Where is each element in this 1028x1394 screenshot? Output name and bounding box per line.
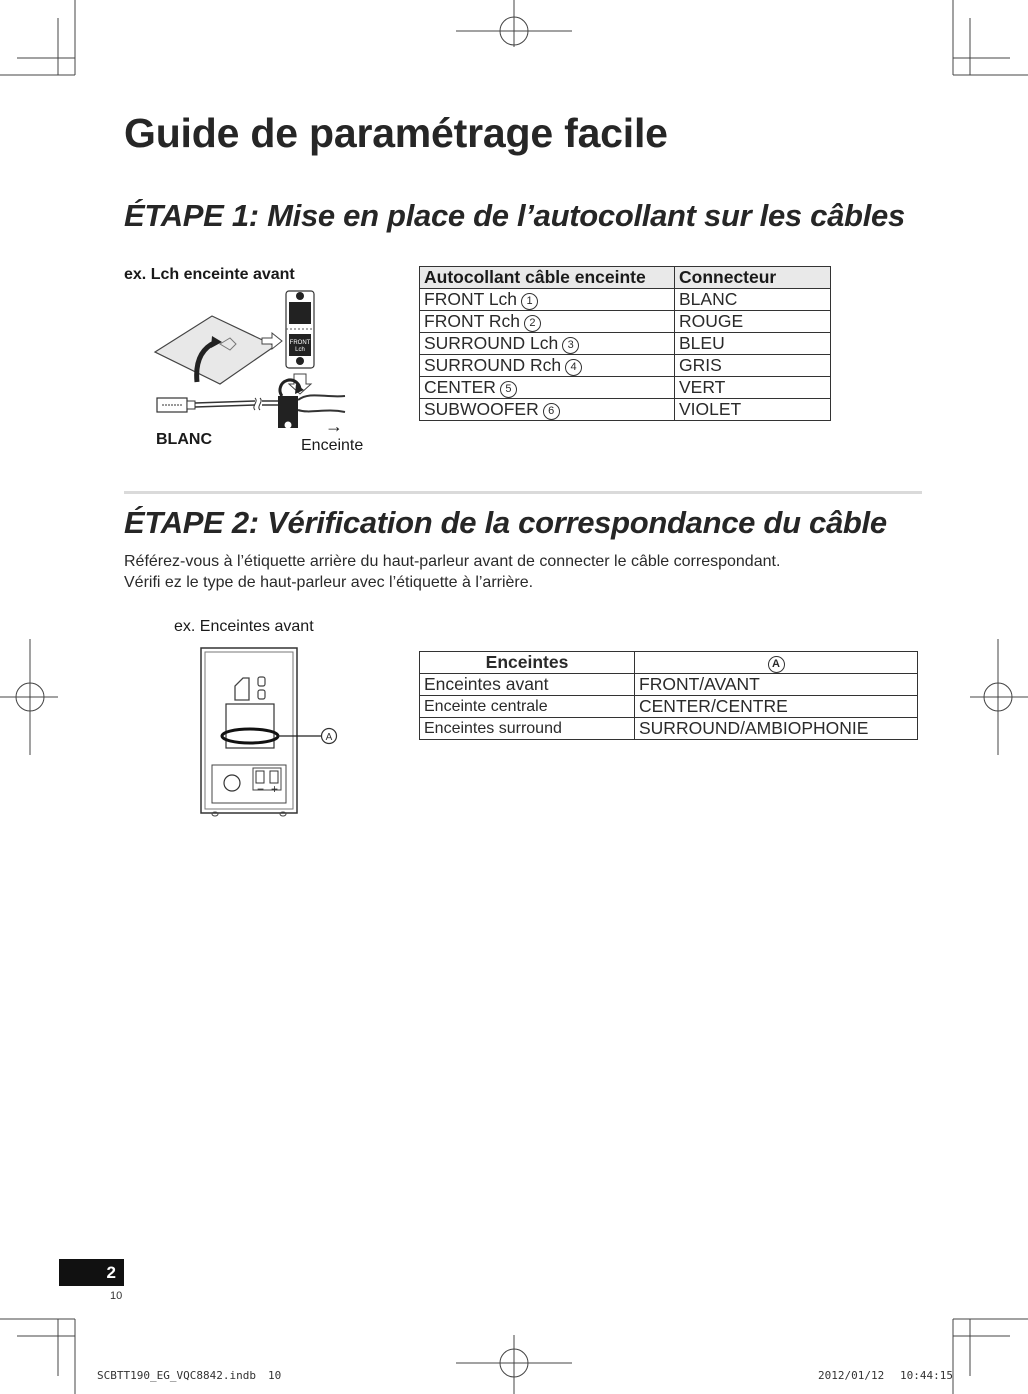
cell-sticker: [420, 355, 675, 377]
circled-number: 6: [543, 403, 560, 420]
footer-file-page: 10: [268, 1369, 282, 1382]
table-row: [420, 355, 831, 377]
table-row: [420, 333, 831, 355]
table-row: [420, 289, 831, 311]
cell-speaker-label: FRONT/AVANT: [635, 674, 918, 696]
step2-paragraph-2: Vérifi ez le type de haut-parleur avec l’étiquette à l’arrière.: [124, 574, 534, 591]
table-header-row: [420, 652, 918, 674]
step1-heading: ÉTAPE 1: Mise en place de l’autocollant sur les câbles: [124, 198, 905, 233]
terminal-plus-label: +: [271, 782, 279, 796]
table-row: [420, 377, 831, 399]
sticker-name: FRONT Rch: [424, 311, 520, 331]
blanc-label: BLANC: [156, 431, 212, 448]
footer-date: 2012/01/12: [818, 1369, 885, 1382]
table-row: [420, 696, 918, 718]
section-divider: [124, 491, 922, 494]
cell-sticker: [420, 311, 675, 333]
page-sub-number: 10: [110, 1290, 123, 1302]
cable-sticker-illustration: [150, 286, 370, 436]
circled-number: 2: [524, 315, 541, 332]
page-number: 2: [59, 1259, 124, 1286]
cell-speaker-label: SURROUND/AMBIOPHONIE: [635, 718, 918, 740]
step2-heading: ÉTAPE 2: Vérification de la correspondance du câble: [124, 505, 887, 540]
cell-sticker: [420, 289, 675, 311]
sticker-lch-label: Lch: [295, 347, 305, 353]
circled-marker: A: [768, 656, 785, 673]
sticker-name: SURROUND Lch: [424, 333, 559, 353]
sticker-name: CENTER: [424, 377, 496, 397]
sticker-name: SURROUND Rch: [424, 355, 562, 375]
header-speakers: Enceintes: [420, 652, 635, 674]
cell-sticker: [420, 399, 675, 421]
cell-connector: ROUGE: [675, 311, 831, 333]
table-row: [420, 399, 831, 421]
cell-sticker: [420, 333, 675, 355]
sticker-name: SUBWOOFER: [424, 399, 539, 419]
sticker-connector-table: [419, 266, 831, 421]
cell-connector: VERT: [675, 377, 831, 399]
cell-speaker-type: Enceintes avant: [420, 674, 635, 696]
sticker-front-label: FRONT: [289, 340, 311, 346]
table-row: [420, 718, 918, 740]
page-title: Guide de paramétrage facile: [124, 110, 668, 156]
footer-time: 10:44:15: [900, 1369, 953, 1382]
circled-number: 1: [521, 293, 538, 310]
cell-connector: BLEU: [675, 333, 831, 355]
header-marker: [635, 652, 918, 674]
terminal-minus-label: −: [257, 782, 265, 796]
step2-caption: ex. Enceintes avant: [174, 618, 314, 635]
enceinte-label: Enceinte: [301, 437, 364, 454]
speaker-label-table: [419, 651, 918, 740]
footer-file: SCBTT190_EG_VQC8842.indb: [97, 1369, 256, 1382]
cell-speaker-type: Enceinte centrale: [420, 696, 635, 718]
cell-connector: GRIS: [675, 355, 831, 377]
circled-number: 5: [500, 381, 517, 398]
cell-speaker-type: Enceintes surround: [420, 718, 635, 740]
step1-caption: ex. Lch enceinte avant: [124, 266, 295, 283]
sticker-name: FRONT Lch: [424, 289, 518, 309]
circled-number: 4: [565, 359, 582, 376]
cell-connector: BLANC: [675, 289, 831, 311]
right-arrow-icon: →: [325, 416, 343, 436]
header-sticker: Autocollant câble enceinte: [420, 267, 675, 289]
step2-paragraph-1: Référez-vous à l’étiquette arrière du haut-parleur avant de connecter le câble correspondant.: [124, 553, 781, 570]
cell-sticker: [420, 377, 675, 399]
table-row: [420, 311, 831, 333]
table-row: [420, 674, 918, 696]
cell-connector: VIOLET: [675, 399, 831, 421]
cell-speaker-label: CENTER/CENTRE: [635, 696, 918, 718]
table-header-row: [420, 267, 831, 289]
header-connector: Connecteur: [675, 267, 831, 289]
marker-a-label: A: [325, 732, 333, 743]
speaker-rear-illustration: [195, 644, 345, 819]
circled-number: 3: [562, 337, 579, 354]
